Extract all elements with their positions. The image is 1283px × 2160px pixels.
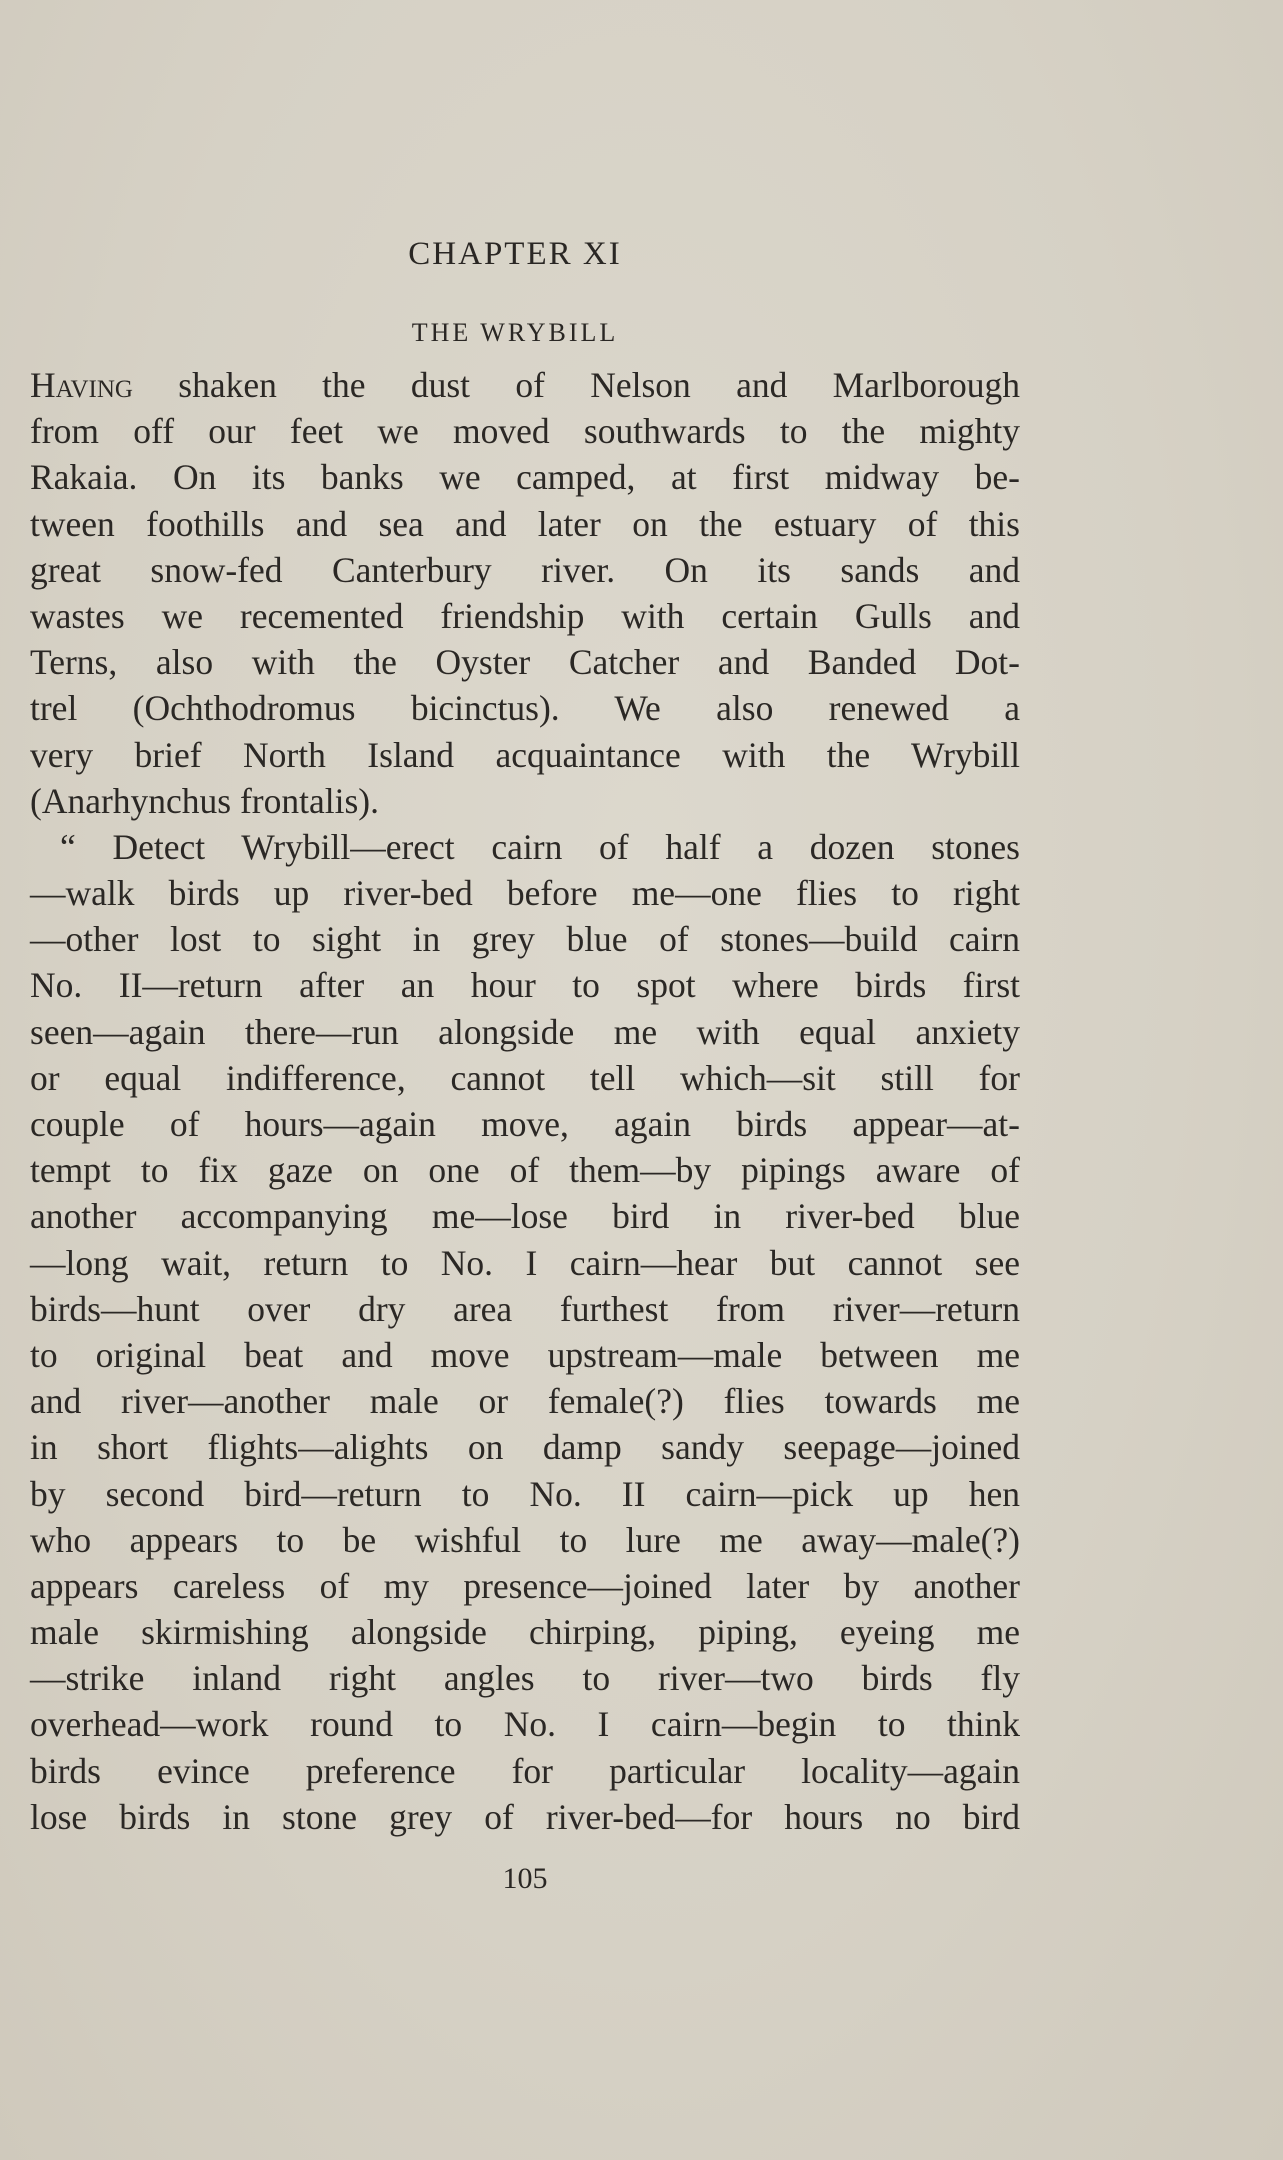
text-line: from off our feet we moved southwards to the mighty (30, 411, 1020, 452)
text-line: another accompanying me—lose bird in river-bed blue (30, 1196, 1020, 1237)
text-line: great snow-fed Canterbury river. On its sands and (30, 549, 1020, 590)
text-line: male skirmishing alongside chirping, piping, eyeing me (30, 1612, 1020, 1653)
text-line: by second bird—return to No. II cairn—pick up hen (30, 1473, 1020, 1514)
text-line: seen—again there—run alongside me with equal anxiety (30, 1011, 1020, 1052)
text-line: (Anarhynchus frontalis). (30, 780, 379, 821)
text-line: —long wait, return to No. I cairn—hear but cannot see (30, 1242, 1020, 1283)
text-line: Having shaken the dust of Nelson and Marlborough (30, 365, 1020, 405)
chapter-number: CHAPTER XI (408, 236, 622, 272)
text-line: to original beat and move upstream—male between me (30, 1334, 1020, 1375)
text-line: —walk birds up river-bed before me—one flies to right (30, 873, 1020, 914)
text-line: “ Detect Wrybill—erect cairn of half a dozen stones (60, 826, 1020, 867)
text-line: in short flights—alights on damp sandy seepage—joined (30, 1427, 1020, 1468)
text-line: tween foothills and sea and later on the estuary of this (30, 503, 1020, 544)
text-line: trel (Ochthodromus bicinctus). We also renewed a (30, 688, 1020, 729)
chapter-title: THE WRYBILL (411, 318, 619, 347)
text-line: birds—hunt over dry area furthest from river—return (30, 1288, 1020, 1329)
text-line: couple of hours—again move, again birds appear—at- (30, 1104, 1020, 1144)
text-line: Terns, also with the Oyster Catcher and Banded Dot- (30, 642, 1020, 683)
text-line: appears careless of my presence—joined later by another (30, 1565, 1020, 1606)
text-line: wastes we recemented friendship with certain Gulls and (30, 595, 1020, 636)
body-text (30, 362, 1020, 1840)
text-line: birds evince preference for particular locality—again (30, 1750, 1020, 1791)
text-line: and river—another male or female(?) flies towards me (30, 1381, 1020, 1422)
text-line: No. II—return after an hour to spot where birds first (30, 965, 1020, 1006)
text-line: or equal indifference, cannot tell which—sit still for (30, 1057, 1020, 1098)
text-line: who appears to be wishful to lure me away—male(?) (30, 1519, 1020, 1560)
text-line: lose birds in stone grey of river-bed—for hours no bird (30, 1796, 1020, 1837)
text-line: very brief North Island acquaintance with the Wrybill (30, 734, 1020, 775)
text-line: —strike inland right angles to river—two birds fly (30, 1658, 1020, 1699)
drop-word: Having (30, 365, 133, 405)
text-line: —other lost to sight in grey blue of stones—build cairn (30, 919, 1020, 960)
text-line: tempt to fix gaze on one of them—by pipings aware of (30, 1150, 1020, 1191)
text-line: Rakaia. On its banks we camped, at first midway be- (30, 457, 1020, 498)
text-line: overhead—work round to No. I cairn—begin to think (30, 1704, 1020, 1745)
page-number: 105 (502, 1862, 548, 1895)
